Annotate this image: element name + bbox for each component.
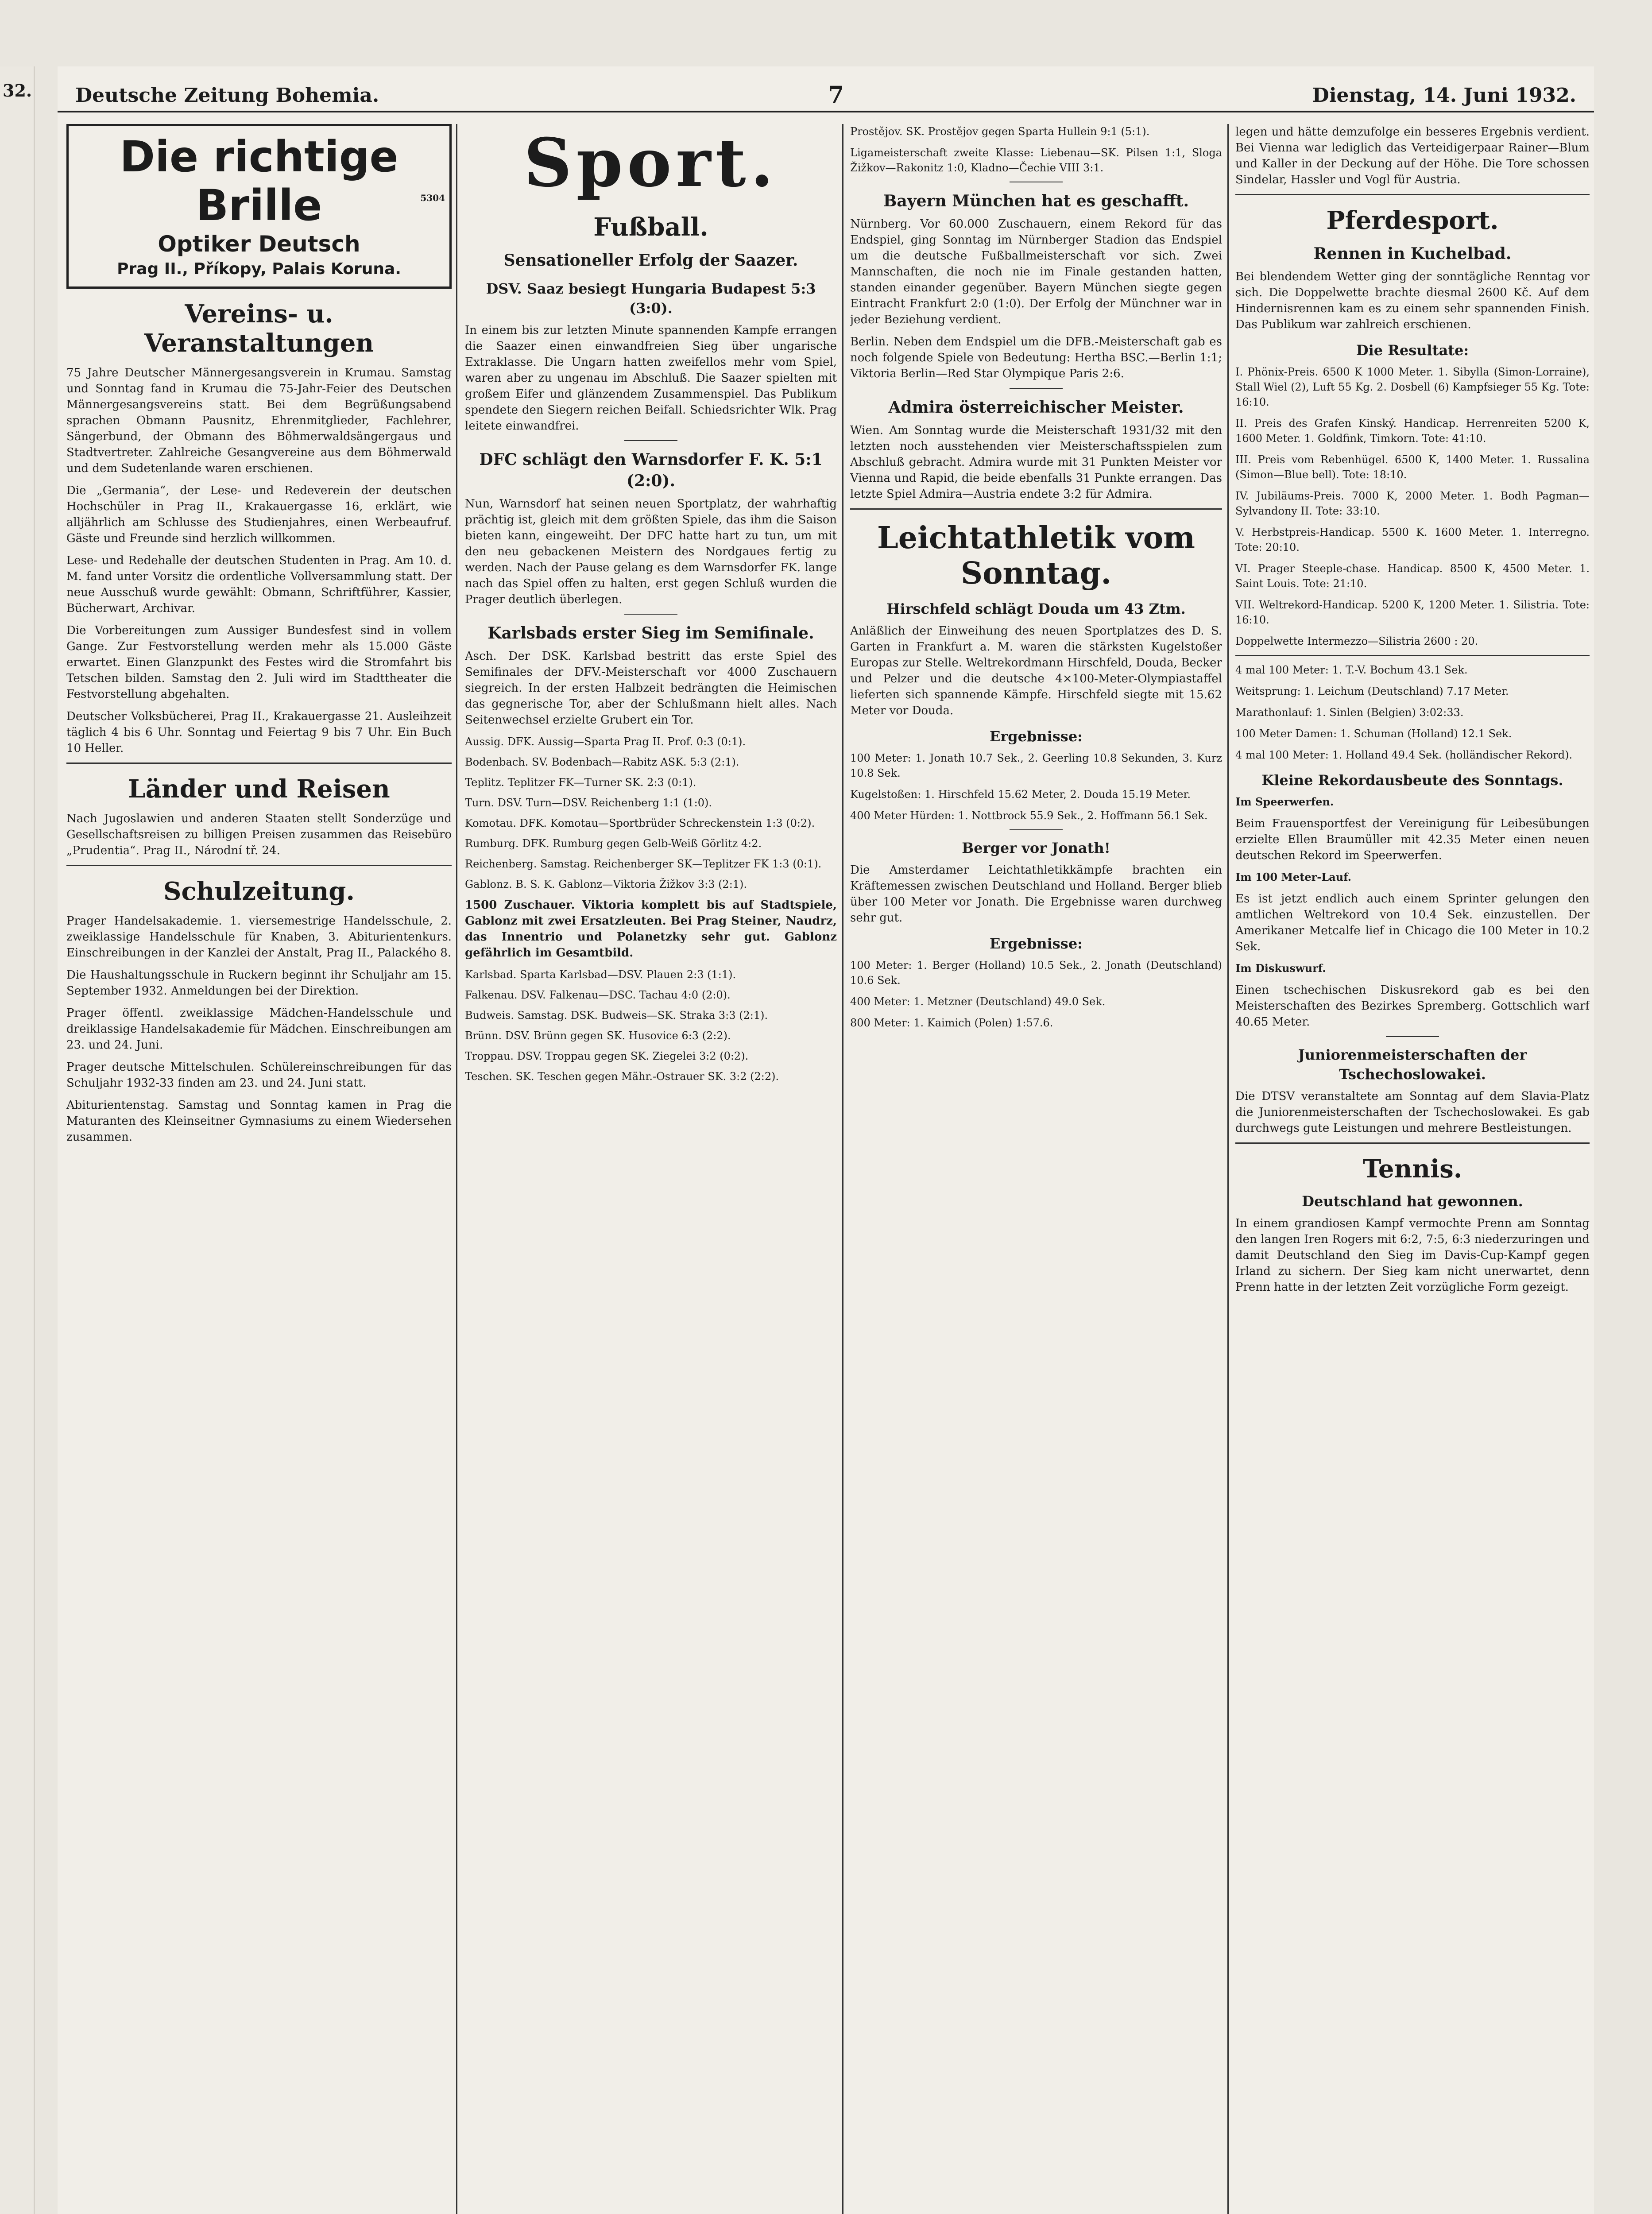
divider (66, 763, 452, 764)
race-result: VII. Weltrekord-Handicap. 5200 K, 1200 Meter. 1. Silistria. Tote: 16:10. (1235, 599, 1590, 626)
article-paragraph: Es ist jetzt endlich auch einem Sprinter gelungen den amtlichen Weltrekord von 10.4 Sek. einzustellen. Der Amerikaner Metcalfe lief in Chicago die 100 Meter in 10.2 Sek. (1235, 892, 1590, 953)
divider (1010, 829, 1063, 830)
match-result: Prostějov. SK. Prostějov gegen Sparta Hullein 9:1 (5:1). (850, 125, 1150, 138)
section-title-schulzeitung: Schulzeitung. (163, 877, 355, 906)
optician-advertisement (66, 124, 452, 289)
results-label: Ergebnisse: (990, 728, 1083, 745)
article-paragraph: Prager öffentl. zweiklassige Mädchen-Handelsschule und dreiklassige Handelsakademie für Mädchen. Einschreibungen am 23. und 24. Juni. (66, 1006, 452, 1052)
match-result: Falkenau. DSV. Falkenau—DSC. Tachau 4:0 (2:0). (465, 989, 731, 1001)
divider (1386, 1036, 1439, 1037)
result-line: Marathonlauf: 1. Sinlen (Belgien) 3:02:33. (1235, 706, 1464, 719)
article-paragraph: Nürnberg. Vor 60.000 Zuschauern, einem Rekord für das Endspiel, ging Sonntag im Nürnberger Stadion das Endspiel um die deutsche Fußballmeisterschaft vor sich. Zwei Mannschaften, die noch nie im Finale gestanden hatten, standen einander gegenüber. Bayern München siegte gegen Eintracht Frankfurt 2:0 (1:0). Der Erfolg der Münchner war in jeder Beziehung verdient. (850, 217, 1222, 326)
match-result: Reichenberg. Samstag. Reichenberger SK—Teplitzer FK 1:3 (0:1). (465, 858, 822, 870)
article-paragraph: 1500 Zuschauer. Viktoria komplett bis auf Stadtspiele, Gablonz mit zwei Ersatzleuten. Bei Prag Steiner, Naudrz, das Innentrio und Polanetzky sehr gut. Gablonz gefährlich im Gesamtbild. (465, 898, 837, 960)
match-result: Aussig. DFK. Aussig—Sparta Prag II. Prof. 0:3 (0:1). (465, 735, 746, 748)
section-title-sport: Sport. (524, 124, 778, 202)
match-result: Rumburg. DFK. Rumburg gegen Gelb-Weiß Görlitz 4:2. (465, 837, 762, 850)
article-headline: Admira österreichischer Meister. (888, 398, 1184, 417)
section-title-laender: Länder und Reisen (128, 774, 390, 804)
article-paragraph: 75 Jahre Deutscher Männergesangsverein in Krumau. Samstag und Sonntag fand in Krumau die 75-Jahr-Feier des Deutschen Männergesangsvereins statt. Bei dem Begrüßungsabend sprachen Obmann Pausnitz, Ehrenmitglieder, Fachlehrer, Sängerbund, der Obmann des Böhmerwaldsängergaus und Stadtvertreter. Zahlreiche Gesangvereine aus dem Böhmerwald und dem Sudetenlande waren erschienen. (66, 366, 452, 475)
result-line: Weitsprung: 1. Leichum (Deutschland) 7.17 Meter. (1235, 685, 1509, 697)
result-line: 400 Meter: 1. Metzner (Deutschland) 49.0 Sek. (850, 995, 1106, 1008)
result-line: 4 mal 100 Meter: 1. T.-V. Bochum 43.1 Sek. (1235, 664, 1468, 676)
article-paragraph: Deutscher Volksbücherei, Prag II., Krakauergasse 21. Ausleihzeit täglich 4 bis 6 Uhr. Sonntag und Feiertag 9 bis 7 Uhr. Ein Buch 10 Heller. (66, 710, 452, 755)
subsection-label: Im Speerwerfen. (1235, 795, 1334, 808)
match-result: Turn. DSV. Turn—DSV. Reichenberg 1:1 (1:0). (465, 797, 712, 809)
result-line: 100 Meter: 1. Jonath 10.7 Sek., 2. Geerling 10.8 Sekunden, 3. Kurz 10.8 Sek. (850, 752, 1222, 779)
match-result: Ligameisterschaft zweite Klasse: Liebenau—SK. Pilsen 1:1, Sloga Žižkov—Rakonitz 1:0, Kladno—Čechie VIII 3:1. (850, 147, 1222, 174)
divider (850, 508, 1222, 510)
article-paragraph: Einen tschechischen Diskusrekord gab es bei den Meisterschaften des Bezirkes Spremberg. Gottschlich warf 40.65 Meter. (1235, 983, 1590, 1029)
race-result: VI. Prager Steeple-chase. Handicap. 8500 K, 4500 Meter. 1. Saint Louis. Tote: 21:10. (1235, 562, 1590, 590)
article-headline: Berger vor Jonath! (962, 840, 1110, 856)
article-headline: DFC schlägt den Warnsdorfer F. K. 5:1 (2:0). (479, 450, 823, 490)
column-rule (842, 124, 843, 2214)
article-headline: Bayern München hat es geschafft. (883, 192, 1189, 210)
column-4 (1235, 124, 1590, 2214)
match-result: Brünn. DSV. Brünn gegen SK. Husovice 6:3 (2:2). (465, 1030, 731, 1042)
article-paragraph: Wien. Am Sonntag wurde die Meisterschaft 1931/32 mit den letzten noch ausstehenden vier Meisterschaftsspielen zum Abschluß gebracht. Admira wurde mit 31 Punkten Meister vor Vienna und Rapid, die beide ebenfalls 31 Punkte errangen. Das letzte Spiel Admira—Austria endete 3:2 für Admira. (850, 424, 1222, 501)
result-line: 400 Meter Hürden: 1. Nottbrock 55.9 Sek., 2. Hoffmann 56.1 Sek. (850, 809, 1208, 822)
section-title-pferdesport: Pferdesport. (1326, 206, 1499, 235)
article-paragraph: Die Vorbereitungen zum Aussiger Bundesfest sind in vollem Gange. Zur Festvorstellung werden mehr als 15.000 Gäste erwartet. Einen Glanzpunkt des Festes wird die Stromfahrt bis Tetschen bilden. Samstag den 2. Juli wird im Stadttheater die Festvorstellung abgehalten. (66, 624, 452, 701)
article-headline: Rennen in Kuchelbad. (1313, 244, 1512, 263)
article-subheadline: DSV. Saaz besiegt Hungaria Budapest 5:3 (3:0). (486, 280, 816, 317)
match-result: Teschen. SK. Teschen gegen Mähr.-Ostrauer SK. 3:2 (2:2). (465, 1070, 779, 1083)
divider (624, 614, 677, 615)
match-results-list (465, 734, 837, 892)
newspaper-name: Deutsche Zeitung Bohemia. (75, 84, 379, 107)
result-line: 100 Meter: 1. Berger (Holland) 10.5 Sek., 2. Jonath (Deutschland) 10.6 Sek. (850, 959, 1222, 987)
column-rule (456, 124, 457, 2214)
match-result: Budweis. Samstag. DSK. Budweis—SK. Straka 3:3 (2:1). (465, 1009, 768, 1022)
match-result: Bodenbach. SV. Bodenbach—Rabitz ASK. 5:3 (2:1). (465, 756, 739, 768)
match-result: Troppau. DSV. Troppau gegen SK. Ziegelei 3:2 (0:2). (465, 1050, 749, 1062)
section-title-fussball: Fußball. (593, 213, 708, 242)
race-result: II. Preis des Grafen Kinský. Handicap. Herrenreiten 5200 K, 1600 Meter. 1. Goldfink, Timkorn. Tote: 41:10. (1235, 417, 1590, 445)
match-result: Gablonz. B. S. K. Gablonz—Viktoria Žižkov 3:3 (2:1). (465, 878, 747, 890)
result-line: Kugelstoßen: 1. Hirschfeld 15.62 Meter, 2. Douda 15.19 Meter. (850, 788, 1191, 801)
results-label: Ergebnisse: (990, 935, 1083, 952)
article-headline: Sensationeller Erfolg der Saazer. (503, 251, 798, 270)
article-paragraph: legen und hätte demzufolge ein besseres Ergebnis verdient. Bei Vienna war lediglich das Verteidigerpaar Rainer—Blum und Kaller in der Deckung auf der Höhe. Die Tore schossen Sindelar, Hassler und Vogl für Austria. (1235, 125, 1590, 186)
result-line: 100 Meter Damen: 1. Schuman (Holland) 12.1 Sek. (1235, 728, 1512, 740)
issue-date: Dienstag, 14. Juni 1932. (1312, 84, 1576, 107)
article-paragraph: Bei blendendem Wetter ging der sonntägliche Renntag vor sich. Die Doppelwette brachte diesmal 2600 Kč. Auf dem Hindernisrennen kam es zu einem sehr spannenden Finish. Das Publikum war zahlreich erschienen. (1235, 270, 1590, 331)
article-paragraph: Berlin. Neben dem Endspiel um die DFB.-Meisterschaft gab es noch folgende Spiele von Bedeutung: Hertha BSC.—Berlin 1:1; Viktoria Berlin—Red Star Olympique Paris 2:6. (850, 335, 1222, 380)
section-title-vereins: Vereins- u. Veranstaltungen (144, 299, 374, 358)
article-paragraph: Die „Germania“, der Lese- und Redeverein der deutschen Hochschüler in Prag II., Krakauergasse 16, erklärt, wie alljährlich am Schlusse des Studienjahres, einen Werbeaufruf. Gäste und Freunde sind herzlich willkommen. (66, 484, 452, 545)
column-1 (66, 124, 452, 2214)
divider (1010, 388, 1063, 389)
divider (66, 865, 452, 866)
article-paragraph: Nun, Warnsdorf hat seinen neuen Sportplatz, der wahrhaftig prächtig ist, gleich mit dem größten Spiele, das ihm die Saison bieten kann, eingeweiht. Der DFC hatte hart zu tun, um mit den neu gebackenen Meistern des Nordgaues fertig zu werden. Nach der Pause gelang es dem Warnsdorfer FK. lange nach das Spiel offen zu halten, erst gegen Schluß wurden die Prager deutlich überlegen. (465, 497, 837, 606)
ad-address: Prag II., Příkopy, Palais Koruna. (117, 260, 401, 278)
article-paragraph: Prager Handelsakademie. 1. viersemestrige Handelsschule, 2. zweiklassige Handelsschule für Knaben, 3. Abiturientenkurs. Einschreibungen in der Kanzlei der Anstalt, Prag II., Palackého 8. (66, 914, 452, 960)
match-result: Karlsbad. Sparta Karlsbad—DSV. Plauen 2:3 (1:1). (465, 968, 736, 981)
article-headline: Karlsbads erster Sieg im Semifinale. (487, 624, 814, 643)
column-3 (850, 124, 1222, 2214)
race-result: Doppelwette Intermezzo—Silistria 2600 : 20. (1235, 635, 1478, 647)
divider (1235, 655, 1590, 656)
divider (1235, 1142, 1590, 1144)
subsection-label: Im 100 Meter-Lauf. (1235, 871, 1351, 883)
column-2 (465, 124, 837, 2214)
match-result: Teplitz. Teplitzer FK—Turner SK. 2:3 (0:1). (465, 776, 696, 789)
article-paragraph: In einem bis zur letzten Minute spannenden Kampfe errangen die Saazer einen einwandfreien Sieg über ungarische Extraklasse. Die Ungarn hatten zweifellos mehr vom Spiel, waren aber zu ungenau im Abschluß. Die Saazer spielten mit großem Eifer und glänzendem Zusammenspiel. Das Publikum spendete den Siegern reichen Beifall. Schiedsrichter Wlk. Prag leitete einwandfrei. (465, 324, 837, 433)
result-line: 4 mal 100 Meter: 1. Holland 49.4 Sek. (holländischer Rekord). (1235, 749, 1573, 761)
article-paragraph: Asch. Der DSK. Karlsbad bestritt das erste Spiel des Semifinales der DFV.-Meisterschaft vor 4000 Zuschauern siegreich. In der ersten Halbzeit bedrängten die Heimischen das gegnerische Tor, aber der Schlußmann hielt alles. Nach Seitenwechsel erzielte Grubert ein Tor. (465, 650, 837, 727)
match-results-list (465, 967, 837, 1084)
previous-page-edge: 32. (0, 66, 35, 2214)
ad-code: 5304 (420, 193, 445, 203)
column-rule (1227, 124, 1229, 2214)
article-paragraph: Nach Jugoslawien und anderen Staaten stellt Sonderzüge und Gesellschaftsreisen zu billigen Preisen zusammen das Reisebüro „Prudentia“. Prag II., Národní tř. 24. (66, 812, 452, 857)
section-title-tennis: Tennis. (1362, 1154, 1462, 1184)
race-result: III. Preis vom Rebenhügel. 6500 K, 1400 Meter. 1. Russalina (Simon—Blue bell). Tote: 18:10. (1235, 453, 1590, 481)
page-number: 7 (828, 81, 844, 108)
divider (1235, 194, 1590, 195)
article-paragraph: Die DTSV veranstaltete am Sonntag auf dem Slavia-Platz die Juniorenmeisterschaften der Tschechoslowakei. Es gab durchwegs gute Leistungen und mehrere Bestleistungen. (1235, 1090, 1590, 1135)
article-paragraph: Anläßlich der Einweihung des neuen Sportplatzes des D. S. Garten in Frankfurt a. M. waren die stärksten Kugelstoßer Europas zur Stelle. Weltrekordmann Hirschfeld, Douda, Becker und Pelzer und die deutsche 4×100-Meter-Olympiastaffel lieferten sich spannende Kämpfe. Hirschfeld siegte mit 15.62 Meter vor Douda. (850, 624, 1222, 717)
section-title-leichtathletik: Leichtathletik vom Sonntag. (877, 520, 1195, 591)
match-result: Komotau. DFK. Komotau—Sportbrüder Schreckenstein 1:3 (0:2). (465, 817, 815, 829)
article-headline: Kleine Rekordausbeute des Sonntags. (1261, 772, 1563, 789)
race-result: IV. Jubiläums-Preis. 7000 K, 2000 Meter. 1. Bodh Pagman—Sylvandony II. Tote: 33:10. (1235, 490, 1590, 517)
ad-subtitle: Optiker Deutsch (158, 231, 360, 257)
subsection-label: Im Diskuswurf. (1235, 962, 1326, 975)
ad-title: Die richtige Brille (120, 132, 398, 230)
race-result: V. Herbstpreis-Handicap. 5500 K. 1600 Meter. 1. Interregno. Tote: 20:10. (1235, 526, 1590, 554)
page-header (58, 75, 1594, 112)
article-paragraph: Prager deutsche Mittelschulen. Schülereinschreibungen für das Schuljahr 1932-33 finden am 23. und 24. Juni statt. (66, 1061, 452, 1090)
divider (624, 440, 677, 441)
race-result: I. Phönix-Preis. 6500 K 1000 Meter. 1. Sibylla (Simon-Lorraine), Stall Wiel (2), Luft 55 Kg. 2. Dosbell (6) Kampfsieger 55 Kg. Tote: 16:10. (1235, 366, 1590, 408)
article-paragraph: In einem grandiosen Kampf vermochte Prenn am Sonntag den langen Iren Rogers mit 6:2, 7:5, 6:3 niederzuringen und damit Deutschland den Sieg im Davis-Cup-Kampf gegen Irland zu sichern. Der Sieg kam nicht unerwartet, denn Prenn hatte in der letzten Zeit vorzügliche Form gezeigt. (1235, 1217, 1590, 1294)
article-headline: Juniorenmeisterschaften der Tschechoslowakei. (1298, 1046, 1527, 1083)
newspaper-page (58, 66, 1594, 2214)
results-label: Die Resultate: (1356, 342, 1469, 359)
result-line: 800 Meter: 1. Kaimich (Polen) 1:57.6. (850, 1017, 1053, 1029)
article-paragraph: Beim Frauensportfest der Vereinigung für Leibesübungen erzielte Ellen Braumüller mit 42.35 Meter einen neuen deutschen Rekord im Speerwerfen. (1235, 817, 1590, 862)
article-headline: Hirschfeld schlägt Douda um 43 Ztm. (886, 600, 1186, 617)
article-headline: Deutschland hat gewonnen. (1302, 1193, 1523, 1210)
article-paragraph: Abiturientenstag. Samstag und Sonntag kamen in Prag die Maturanten des Kleinseitner Gymnasiums zu einem Wiedersehen zusammen. (66, 1099, 452, 1144)
article-paragraph: Die Amsterdamer Leichtathletikkämpfe brachten ein Kräftemessen zwischen Deutschland und Holland. Berger blieb über 100 Meter vor Jonath. Die Ergebnisse waren durchweg sehr gut. (850, 863, 1222, 925)
article-paragraph: Die Haushaltungsschule in Ruckern beginnt ihr Schuljahr am 15. September 1932. Anmeldungen bei der Direktion. (66, 968, 452, 998)
article-paragraph: Lese- und Redehalle der deutschen Studenten in Prag. Am 10. d. M. fand unter Vorsitz die ordentliche Vollversammlung statt. Der neue Ausschuß wurde gewählt: Obmann, Schriftführer, Kassier, Bücherwart, Archivar. (66, 554, 452, 615)
